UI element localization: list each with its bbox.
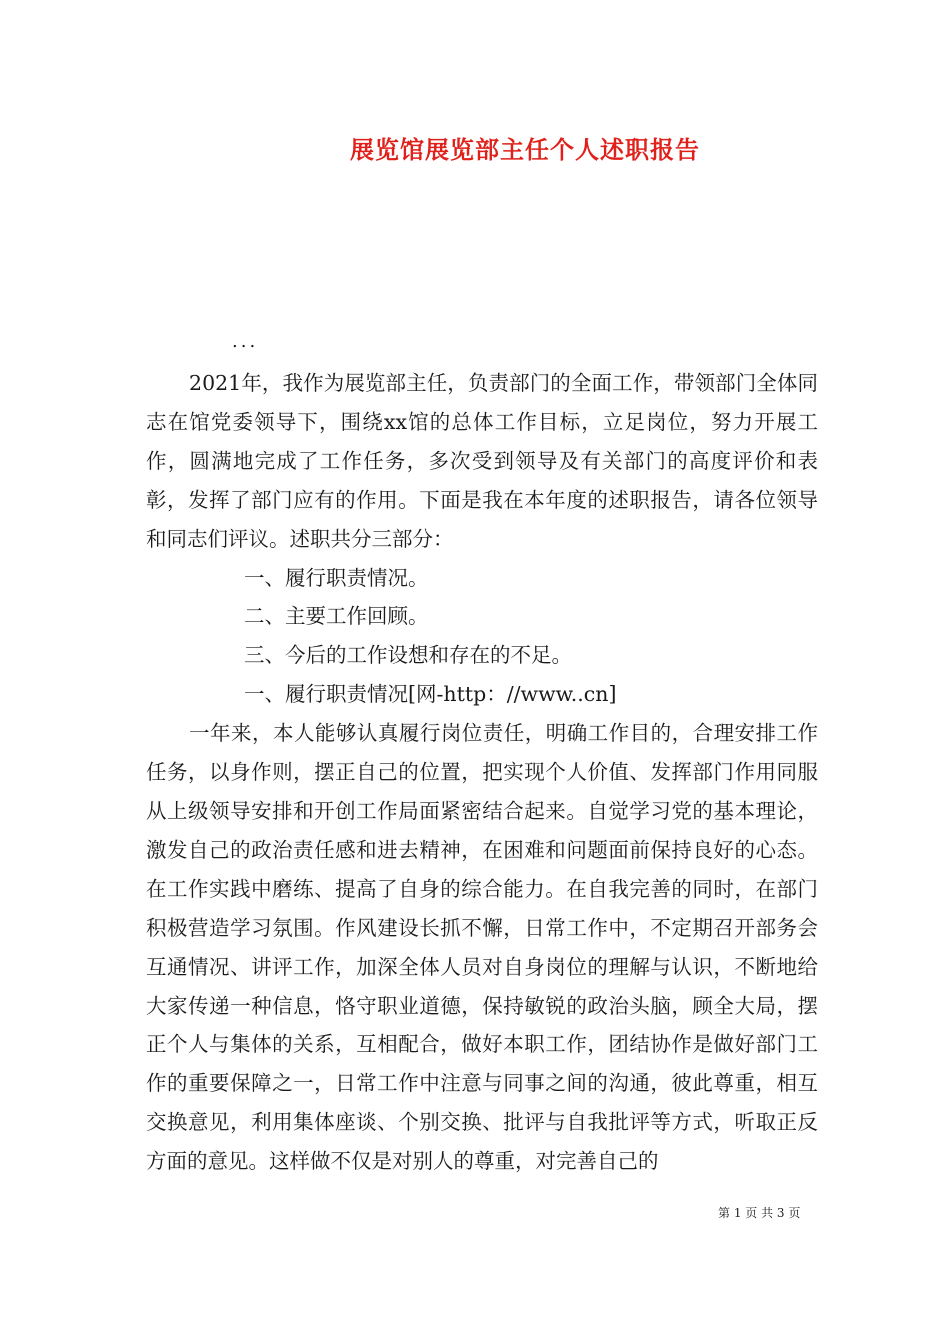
document-body (146, 364, 818, 1181)
ellipsis-mark: ... (232, 331, 259, 352)
outline-item-2: 二、主要工作回顾。 (244, 604, 429, 629)
outline-item-3: 三、今后的工作设想和存在的不足。 (244, 643, 572, 668)
section-heading: 一、履行职责情况[网-http：//www..cn] (244, 682, 617, 707)
section-paragraph: 一年来，本人能够认真履行岗位责任，明确工作目的，合理安排工作任务，以身作则，摆正自己的位置，把实现个人价值、发挥部门作用同服从上级领导安排和开创工作局面紧密结合起来。自觉学习党的基本理论，激发自己的政治责任感和进去精神，在困难和问题面前保持良好的心态。在工作实践中磨练、提高了自身的综合能力。在自我完善的同时，在部门积极营造学习氛围。作风建设长抓不懈，日常工作中，不定期召开部务会互通情况、讲评工作，加深全体人员对自身岗位的理解与认识，不断地给大家传递一种信息，恪守职业道德，保持敏锐的政治头脑，顾全大局，摆正个人与集体的关系，互相配合，做好本职工作，团结协作是做好部门工作的重要保障之一，日常工作中注意与同事之间的沟通，彼此尊重，相互交换意见，利用集体座谈、个别交换、批评与自我批评等方式，听取正反方面的意见。这样做不仅是对别人的尊重，对完善自己的 (146, 721, 818, 1174)
document-title: 展览馆展览部主任个人述职报告 (350, 135, 700, 164)
intro-paragraph: 2021年，我作为展览部主任，负责部门的全面工作，带领部门全体同志在馆党委领导下，围绕xx馆的总体工作目标，立足岗位，努力开展工作，圆满地完成了工作任务，多次受到领导及有关部门的高度评价和表彰，发挥了部门应有的作用。下面是我在本年度的述职报告，请各位领导和同志们评议。述职共分三部分： (146, 371, 818, 551)
page-indicator: 第 1 页 共 3 页 (718, 1206, 801, 1220)
outline-item-1: 一、履行职责情况。 (244, 565, 429, 590)
